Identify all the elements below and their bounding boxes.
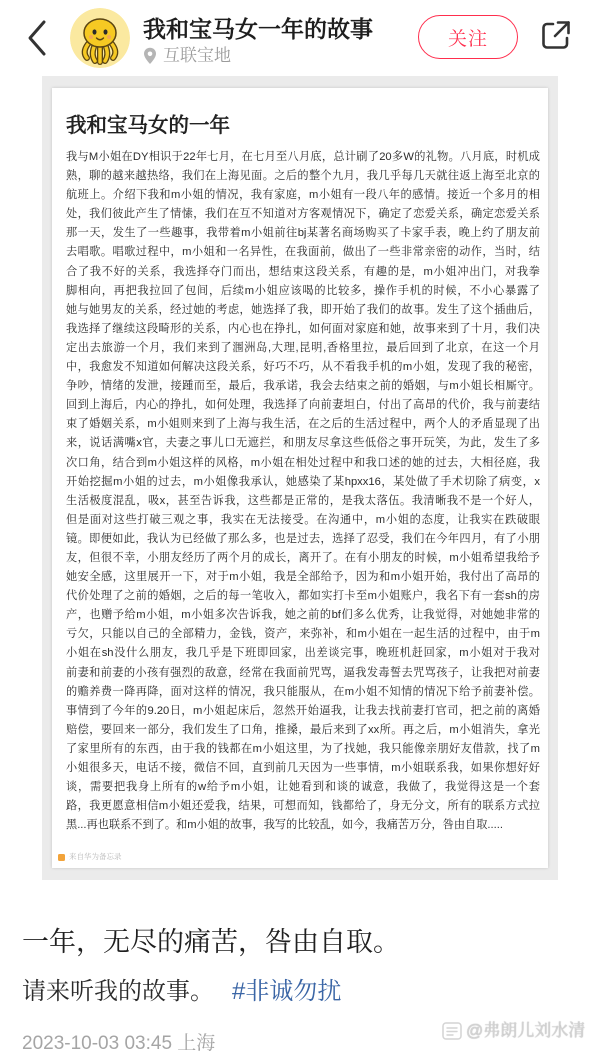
memo-text-line: 代价处理了之前的婚姻，之后的每一笔收入，都如实打卡至m小姐账户，我名下有一套sh的房	[66, 590, 540, 603]
memo-text-line: 次口角，结合到m小姐这样的风格，m小姐在相处过程中和我口述的她的过去，大相径庭，我	[66, 456, 540, 469]
memo-text-line: 小姐很多天，电话不接，微信不回，直到前几天因为一些事情，m小姐联系我，如果你想好好	[66, 762, 540, 774]
chevron-left-icon	[24, 19, 52, 57]
location-tag[interactable]	[143, 45, 231, 67]
memo-text-line: 她安全感，这里展开一下，对于m小姐，我是全部给予，因为和m小姐开始，我付出了高昂的	[66, 571, 540, 584]
memo-text-line: 开始挖掘m小姐的过去，m小姐像我承认，她感染了某hpxx16，某处做了手术切除了病变，x	[66, 475, 540, 488]
post-body	[22, 976, 341, 1008]
memo-text-line: 我与M小姐在DY相识于22年七月，在七月至八月底，总计刷了20多W的礼物。八月底，时机成	[66, 151, 540, 163]
memo-text-line: 熟，聊的越来越热络，我们在上海见面。之后的整个九月，我几乎每几天就往返上海至北京的	[66, 170, 540, 183]
post-body-text: 请来听我的故事。	[22, 978, 214, 1005]
watermark	[442, 1019, 585, 1043]
memo-app-icon	[58, 854, 65, 861]
memo-title: 我和宝马女的一年	[66, 114, 230, 137]
avatar[interactable]	[70, 8, 130, 68]
memo-text-line: 赔偿，要回来一部分，我们发生了口角，推搡，最后来到了xx所。再之后，m小姐消失，拿光	[66, 723, 540, 736]
watermark-text: @弗朗儿刘水清	[466, 1021, 586, 1040]
author-title[interactable]: 我和宝马女一年的故事	[143, 16, 373, 42]
memo-text-line: 我选择了继续这段畸形的关系，内心也在挣扎，如何面对家庭和她，故事来到了十月，我们决	[66, 322, 540, 335]
follow-button[interactable]: 关注	[418, 15, 518, 59]
memo-text-line: 路，我更愿意相信m小姐还爱我，结果，可想而知，钱都给了，身无分文，所有的联系方式拉	[66, 800, 540, 813]
back-button[interactable]	[24, 19, 52, 57]
memo-text-line: 但是面对这些打破三观之事，我实在无法接受。在沟通中，m小姐的态度，让我实在跌破眼	[66, 513, 540, 526]
memo-text-line: 镜。即便如此，我认为已经做了那么多，也是过去，选择了忍受，我们在今年四月，有了小朋	[66, 532, 540, 545]
memo-text-line: 合了我不好的关系，我选择夺门而出，想结束这段关系，有趣的是，m小姐冲出门，对我拳	[66, 265, 540, 278]
memo-page	[52, 88, 548, 868]
memo-text-line: 去唱歌。唱歌过程中，m小姐和一名异性，在我面前，做出了一些非常亲密的动作，当时，结	[66, 246, 540, 259]
memo-text-line: 生活极度混乱，吸x，甚至告诉我，这些都是正常的，是我太落伍。我清晰我不是一个好人，	[66, 494, 540, 507]
memo-text-line: 争吵，情绪的发泄，接踵而至，最后，我承诺，我会去结束之前的婚姻，与m小姐长相厮守。	[66, 380, 540, 393]
memo-text-line: 黑...再也联系不到了。和m小姐的故事，我写的比较乱，如今，我痛苦万分，咎由自取.....	[66, 819, 503, 832]
hashtag-link[interactable]: #非诚勿扰	[232, 978, 342, 1005]
memo-text-line: 了家里所有的东西，由于我的钱都在m小姐这里，为了找她，我只能像亲朋好友借款，找了m	[66, 742, 540, 755]
memo-text-line: 谈，需要把我身上所有的w给予m小姐，让她看到和谈的诚意，我做了，我觉得这是一个套	[66, 781, 540, 794]
memo-text-line: 束了婚姻关系，m小姐则来到了上海与我生活，在之后的生活过程中，两个人的矛盾显现了出	[66, 418, 540, 431]
post-meta: 2023-10-03 03:45 上海	[22, 1033, 216, 1054]
post-image[interactable]	[42, 76, 558, 880]
memo-text-line: 事情到了今年的9.20日，m小姐起床后，忽然开始逼我，让我去找前妻打官司，把之前的离婚	[66, 704, 540, 717]
memo-text-line: 来，说话满嘴x官，夫妻之事儿口无遮拦，和朋友尽拿这些低俗之事开玩笑，为此，发生了多	[66, 437, 540, 450]
share-icon	[538, 17, 574, 53]
memo-text-line: 定出去旅游一个月，我们来到了涠洲岛,大理,昆明,香格里拉，最后回到了北京，在这一个月	[66, 341, 540, 354]
yellow-cartoon-avatar	[70, 8, 130, 68]
memo-text-line: 小姐在sh没什么朋友，我几乎是下班即回家，出差谈完事，晚班机赶回家，m小姐对于我对	[66, 647, 540, 660]
memo-text-line: 亏欠，只能以自己的全部精力，金钱，资产，来弥补，和m小姐在一起生活的过程中，由于m	[66, 628, 540, 641]
memo-text-line: 的赡养费一降再降，面对这样的情况，我只能服从，在m小姐不知情的情况下给予前妻补偿。	[66, 685, 540, 698]
memo-text-line: 友，但很不幸，小朋友经历了两个月的成长，离开了。在有小朋友的时候，m小姐希望我给予	[66, 551, 540, 564]
location-label: 互联宝地	[163, 46, 231, 65]
location-pin-icon	[143, 47, 157, 65]
memo-body	[66, 148, 540, 835]
share-button[interactable]	[538, 17, 574, 53]
memo-text-line: 回到上海后，内心的挣扎，如何处理，我选择了向前妻坦白，付出了高昂的代价，我与前妻结	[66, 399, 540, 412]
toutiao-logo-icon	[442, 1022, 462, 1040]
memo-text-line: 脚相向，再把我拉回了包间，后续m小姐应该喝的比较多，操作手机的时候，不小心暴露了	[66, 284, 540, 297]
post-headline: 一年，无尽的痛苦，咎由自取。	[22, 927, 400, 957]
memo-text-line: 那一天，发生了一些趣事，我带着m小姐前往bj某著名商场购买了卡家手表，晚上约了朋友前	[66, 227, 540, 240]
memo-text-line: 处，我们彼此产生了情愫，我们在互不知道对方客观情况下，确定了恋爱关系，确定恋爱关系	[66, 208, 540, 221]
memo-text-line: 航班上。介绍下我和m小姐的情况，我有家庭，m小姐有一段八年的感情。接近一个多月的相	[66, 189, 540, 202]
memo-text-line: 产，也赠予给m小姐，m小姐多次告诉我，她之前的bf们多么优秀，让我觉得，对她她非常的	[66, 609, 540, 622]
memo-text-line: 她与她男友的关系，经过她的考虑，她选择了我，即开始了我们的故事。发生了这个插曲后，	[66, 303, 540, 316]
memo-text-line: 前妻和前妻的小孩有强烈的敌意，经常在我面前咒骂，逼我发毒誓去咒骂孩子，让我把对前妻	[66, 666, 540, 679]
memo-text-line: 中，我愈发不知道如何解决这段关系，好巧不巧，从不看我手机的m小姐，发现了我的秘密，	[66, 361, 540, 374]
memo-footer	[58, 851, 122, 863]
memo-footer-text: 来自华为备忘录	[69, 852, 122, 861]
